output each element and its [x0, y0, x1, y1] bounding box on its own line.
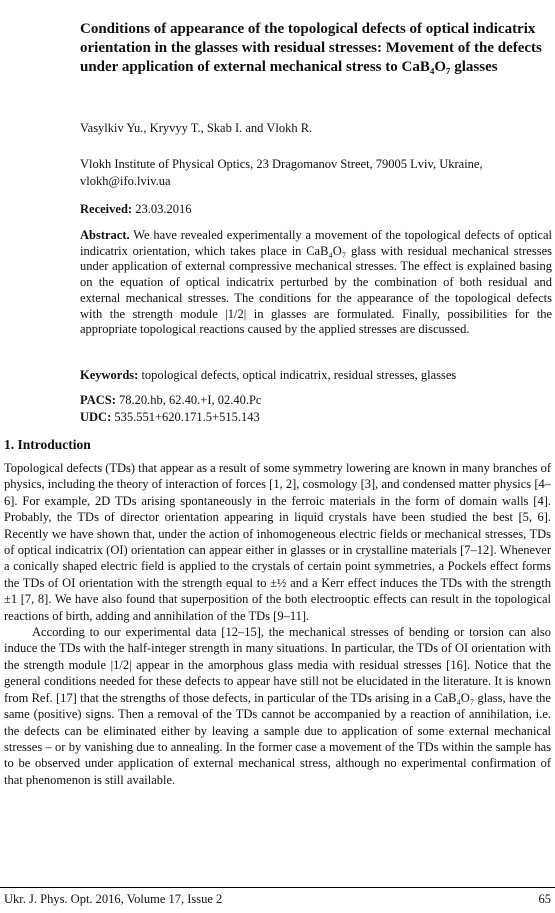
page-number: 65	[538, 892, 551, 906]
affiliation-email: vlokh@ifo.lviv.ua	[80, 174, 171, 188]
udc-codes: 535.551+620.171.5+515.143	[114, 410, 260, 424]
journal-citation: Ukr. J. Phys. Opt. 2016, Volume 17, Issue 2	[4, 892, 223, 906]
pacs-codes: 78.20.hb, 62.40.+I, 02.40.Pc	[119, 393, 262, 407]
intro-paragraph-2: According to our experimental data [12–15], the mechanical stresses of bending or torsion can also induce the TDs with the half-integer strength in many situations. In particular, the TDs of OI orientation with the strength module |1/2| appear in the amorphous glass media with residual stresses [16]. Notice that the general conditions needed for these defects to appear have still not be elucidated in the literature. It is known from Ref. [17] that the strengths of those defects, in particular of the TDs arising in a CaB₄O₇ glass, have the same (positive) signs. Then a removal of the TDs cannot be accompanied by a reaction of annihilation, i.e. the defects can be eliminated either by leaving a sample due to application of some external mechanical stresses – or by vanishing due to annealing. In the former case a movement of the TDs within the sample has to be observed under application of external mechanical stress, although no experimental confirmation of that phenomenon is still available.	[4, 625, 551, 787]
authors: Vasylkiv Yu., Kryvyy T., Skab I. and Vlokh R.	[80, 121, 313, 135]
abstract	[80, 228, 552, 338]
classification-codes	[80, 392, 261, 426]
affiliation-address: Vlokh Institute of Physical Optics, 23 Dragomanov Street, 79005 Lviv, Ukraine,	[80, 157, 483, 171]
keywords-label: Keywords:	[80, 368, 139, 382]
udc-line	[80, 409, 261, 426]
abstract-text: We have revealed experimentally a movement of the topological defects of optical indicatrix orientation, which takes place in CaB₄O₇ glass with residual mechanical stresses under application of external compressive mechanical stresses. The effect is explained basing on the equation of optical indicatrix perturbed by the combination of both residual and external mechanical stresses. The conditions for the appearance of the topological defects with the strength module |1/2| in glasses are formulated. Finally, possibilities for the appropriate topological reactions caused by the applied stresses are discussed.	[80, 228, 553, 337]
received-date	[80, 202, 191, 217]
intro-paragraph-1: Topological defects (TDs) that appear as a result of some symmetry lowering are known in many branches of physics, including the theory of interaction of forces [1, 2], cosmology [3], and condensed matter physics [4–6]. For example, 2D TDs arising spontaneously in the ferroic materials in the form of domain walls [4]. Probably, the TDs of director orientation appearing in liquid crystals have been studied the best [5, 6]. Recently we have shown that, under the action of inhomogeneous electric fields or mechanical stresses, TDs of optical indicatrix (OI) orientation can appear either in glasses or in crystalline materials [7–12]. Whenever a conically shaped electric field is applied to the crystals of certain point symmetries, a Pockels effect forms the TDs of OI orientation with the strength equal to ±½ and a Kerr effect induces the TDs with the strength ±1 [7, 8]. We have also found that superposition of the both electrooptic effects can result in the topological reactions of birth, adding and annihilation of the TDs [9–11].	[4, 461, 551, 623]
keywords-text: topological defects, optical indicatrix, residual stresses, glasses	[141, 368, 457, 382]
udc-label: UDC:	[80, 410, 112, 424]
affiliation	[80, 156, 545, 190]
title-block	[80, 20, 550, 77]
footer-divider	[0, 887, 555, 888]
received-value: 23.03.2016	[135, 202, 192, 216]
paper-title: Conditions of appearance of the topological defects of optical indicatrix orientation in the glasses with residual stresses: Movement of the defects under application of external mechanical stress to CaB₄O₇ glasses	[80, 21, 542, 75]
keywords	[80, 368, 456, 383]
introduction-body	[4, 460, 551, 788]
pacs-line	[80, 392, 261, 409]
pacs-label: PACS:	[80, 393, 116, 407]
received-label: Received:	[80, 202, 133, 216]
abstract-label: Abstract.	[80, 228, 130, 242]
section-heading: 1. Introduction	[4, 437, 91, 452]
